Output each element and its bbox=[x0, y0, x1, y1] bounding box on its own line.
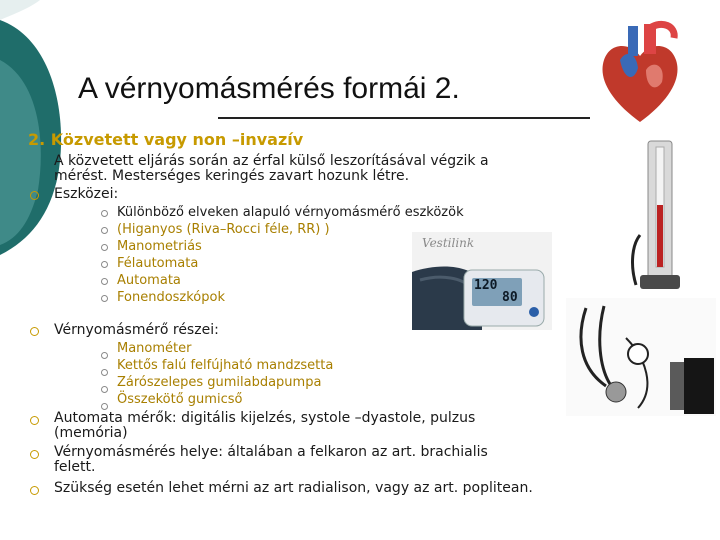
section-heading: 2. Közvetett vagy non –invazív bbox=[28, 130, 304, 149]
sub-bullet-icon bbox=[101, 227, 108, 234]
bullet-icon bbox=[30, 486, 39, 495]
tool-item: Félautomata bbox=[117, 256, 199, 271]
part-item: Összekötő gumicső bbox=[117, 392, 243, 407]
sub-bullet-icon bbox=[101, 261, 108, 268]
monitor-watermark: Vestilink bbox=[422, 236, 475, 250]
part-item: Kettős falú felfújható mandzsetta bbox=[117, 358, 334, 373]
bullet-icon bbox=[30, 450, 39, 459]
part-item: Manométer bbox=[117, 341, 192, 356]
sub-bullet-icon bbox=[101, 295, 108, 302]
slide-title: A vérnyomásmérés formái 2. bbox=[78, 72, 460, 105]
mercury-sphygmomanometer-image bbox=[626, 135, 696, 295]
tool-item: Automata bbox=[117, 273, 181, 288]
monitor-readout-bottom: 80 bbox=[502, 290, 518, 305]
part-item: Zárószelepes gumilabdapumpa bbox=[117, 375, 322, 390]
sub-bullet-icon bbox=[101, 369, 108, 376]
automata-line-2: (memória) bbox=[54, 425, 128, 441]
tool-item: Fonendoszkópok bbox=[117, 290, 225, 305]
sub-bullet-icon bbox=[101, 386, 108, 393]
parts-label: Vérnyomásmérő részei: bbox=[54, 322, 219, 338]
helye-line-1 bbox=[54, 444, 488, 460]
monitor-readout-top: 120 bbox=[474, 278, 498, 293]
szukseg-line: Szükség esetén lehet mérni az art radialison, vagy az art. poplitean. bbox=[54, 480, 533, 496]
bullet-icon bbox=[30, 327, 39, 336]
sub-bullet-icon bbox=[101, 403, 108, 410]
automata-line-1: Automata mérők: digitális kijelzés, systole –dyastole, pulzus bbox=[54, 410, 476, 426]
bullet-icon bbox=[30, 416, 39, 425]
sub-bullet-icon bbox=[101, 244, 108, 251]
helye-line-2: felett. bbox=[54, 459, 96, 475]
sub-bullet-icon bbox=[101, 352, 108, 359]
helye-text: : általában a felkaron az art. brachialis bbox=[218, 444, 488, 460]
automatic-monitor-image bbox=[412, 232, 552, 330]
heart-anatomy-image bbox=[590, 20, 690, 128]
helye-label: Vérnyomásmérés helye bbox=[54, 444, 219, 460]
stethoscope-and-cuff-image bbox=[566, 298, 716, 416]
sub-bullet-icon bbox=[101, 278, 108, 285]
sub-bullet-icon bbox=[101, 210, 108, 217]
bullet-icon bbox=[30, 191, 39, 200]
intro-line-1: A közvetett eljárás során az érfal külső leszorításával végzik a bbox=[54, 153, 489, 169]
tools-label: Eszközei: bbox=[54, 186, 119, 202]
tool-item: Különböző elveken alapuló vérnyomásmérő eszközök bbox=[117, 205, 464, 220]
intro-line-2: mérést. Mesterséges keringés zavart hozunk létre. bbox=[54, 168, 410, 184]
tool-item: (Higanyos (Riva–Rocci féle, RR) ) bbox=[117, 222, 330, 237]
tool-item: Manometriás bbox=[117, 239, 202, 254]
title-underline bbox=[218, 117, 606, 119]
